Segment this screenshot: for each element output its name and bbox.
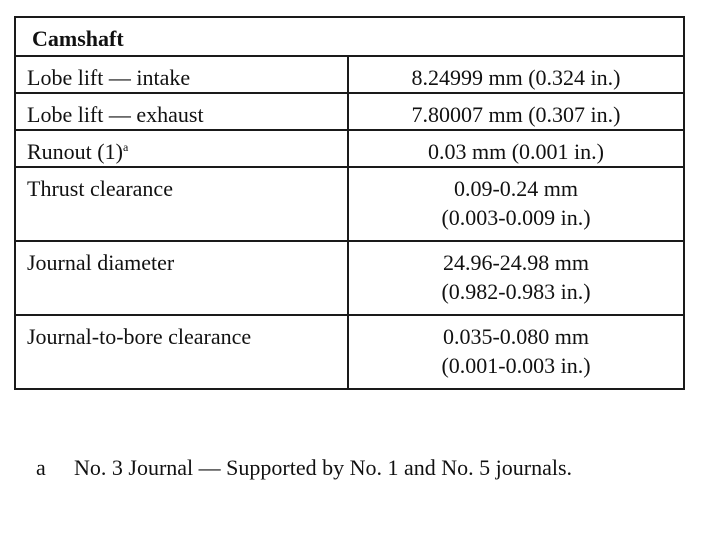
table-row bbox=[15, 167, 684, 241]
spec-value bbox=[348, 241, 684, 315]
spec-label: Lobe lift — exhaust bbox=[15, 93, 348, 130]
spec-label: Runout (1) bbox=[27, 139, 123, 164]
spec-value bbox=[348, 130, 684, 167]
table-row bbox=[15, 130, 684, 167]
footnote-letter: a bbox=[36, 455, 46, 480]
spec-value-line: (0.982-0.983 in.) bbox=[441, 279, 591, 304]
table-row bbox=[15, 315, 684, 389]
spec-value-line: 0.035-0.080 mm bbox=[442, 324, 590, 349]
spec-value-line: 8.24999 mm (0.324 in.) bbox=[411, 65, 621, 90]
table-row bbox=[15, 93, 684, 130]
spec-value-line: (0.003-0.009 in.) bbox=[441, 205, 591, 230]
spec-label-cell bbox=[15, 130, 348, 167]
spec-label: Journal-to-bore clearance bbox=[15, 315, 348, 389]
spec-value-line: (0.001-0.003 in.) bbox=[441, 353, 591, 378]
footnote-reference: a bbox=[122, 140, 129, 154]
spec-label: Journal diameter bbox=[15, 241, 348, 315]
spec-value-line: 0.03 mm (0.001 in.) bbox=[428, 139, 604, 164]
spec-value-line: 7.80007 mm (0.307 in.) bbox=[411, 102, 621, 127]
spec-value-line: 24.96-24.98 mm bbox=[442, 250, 590, 275]
footnote-text: No. 3 Journal — Supported by No. 1 and No. 5 journals. bbox=[74, 455, 573, 480]
spec-value-line: 0.09-0.24 mm bbox=[453, 176, 579, 201]
spec-value bbox=[348, 56, 684, 93]
spec-label: Lobe lift — intake bbox=[15, 56, 348, 93]
spec-value bbox=[348, 315, 684, 389]
spec-value bbox=[348, 167, 684, 241]
spec-label: Thrust clearance bbox=[15, 167, 348, 241]
table-row bbox=[15, 56, 684, 93]
table-row bbox=[15, 241, 684, 315]
table-title: Camshaft bbox=[15, 17, 684, 56]
camshaft-spec-table bbox=[14, 16, 685, 390]
table-header-row bbox=[15, 17, 684, 56]
spec-value bbox=[348, 93, 684, 130]
